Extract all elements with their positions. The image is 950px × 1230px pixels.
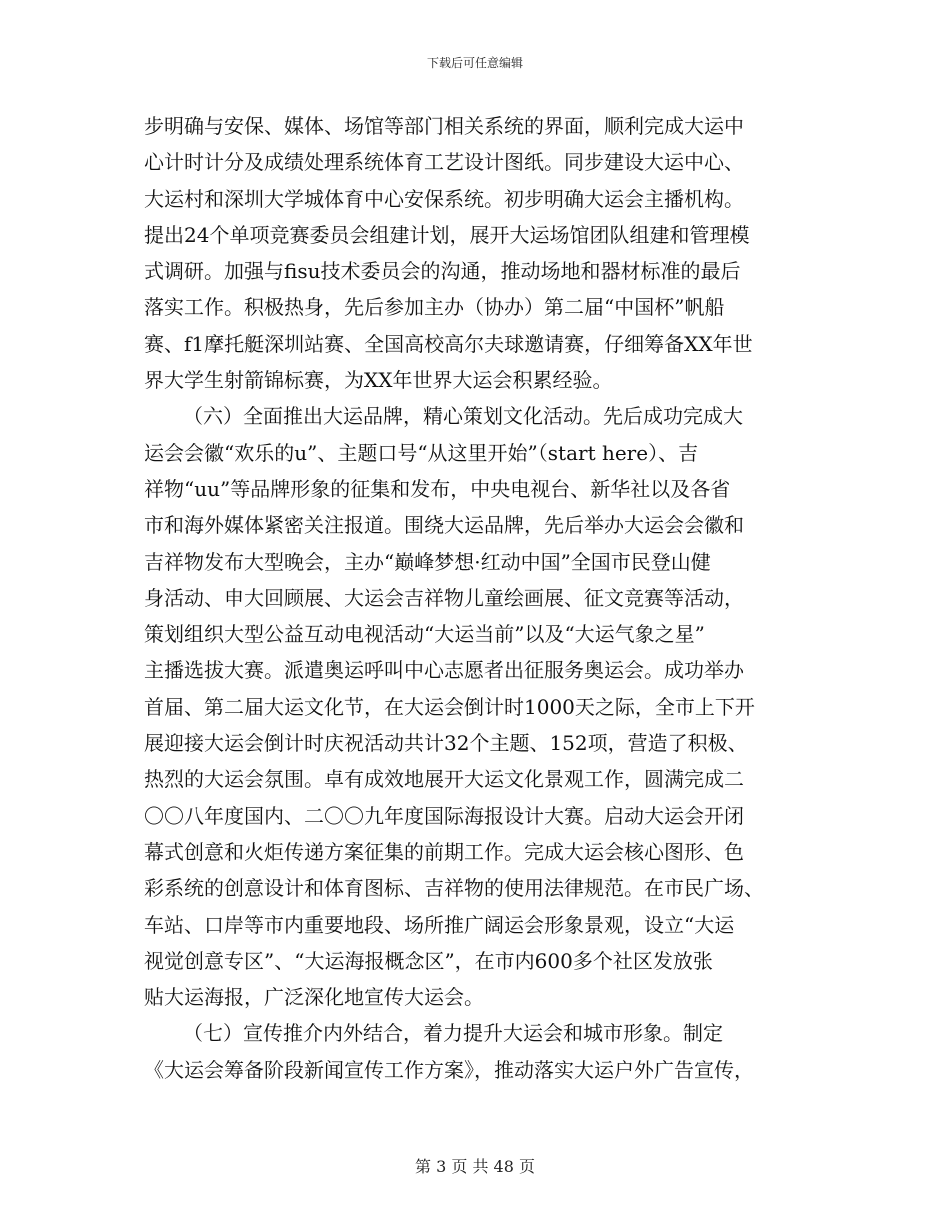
paragraph-line: 身活动、申大回顾展、大运会吉祥物儿童绘画展、征文竞赛等活动， <box>144 585 744 610</box>
paragraph-line: 市和海外媒体紧密关注报道。围绕大运品牌，先后举办大运会会徽和 <box>144 513 744 538</box>
paragraph-line: 《大运会筹备阶段新闻宣传工作方案》，推动落实大运户外广告宣传， <box>144 1057 754 1082</box>
page-header: 下载后可任意编辑 <box>426 56 523 70</box>
page-footer: 第 3 页 共 48 页 <box>415 1157 535 1176</box>
paragraph-line: 步明确与安保、媒体、场馆等部门相关系统的界面，顺利完成大运中 <box>144 114 744 138</box>
paragraph-line: 贴大运海报，广泛深化地宣传大运会。 <box>144 985 484 1010</box>
paragraph-line: 心计时计分及成绩处理系统体育工艺设计图纸。同步建设大运中心、 <box>144 150 744 175</box>
paragraph-line: 热烈的大运会氛围。卓有成效地展开大运文化景观工作，圆满完成二 <box>144 767 744 792</box>
paragraph-line: 展迎接大运会倒计时庆祝活动共计32个主题、152项，营造了积极、 <box>144 731 748 756</box>
paragraph-line: 提出24个单项竞赛委员会组建计划，展开大运场馆团队组建和管理模 <box>144 222 750 247</box>
paragraph-line: 彩系统的创意设计和体育图标、吉祥物的使用法律规范。在市民广场、 <box>144 876 764 901</box>
paragraph-line: （六）全面推出大运品牌，精心策划文化活动。先后成功完成大 <box>183 404 743 429</box>
paragraph-line: 祥物“uu”等品牌形象的征集和发布，中央电视台、新华社以及各省 <box>144 476 731 501</box>
paragraph-line: 车站、口岸等市内重要地段、场所推广阔运会形象景观，设立“大运 <box>144 912 735 937</box>
paragraph-line: 视觉创意专区”、“大运海报概念区”，在市内600多个社区发放张 <box>144 948 713 973</box>
paragraph-line: 首届、第二届大运文化节，在大运会倒计时1000天之际，全市上下开 <box>144 694 755 719</box>
paragraph-line: 界大学生射箭锦标赛，为XX年世界大运会积累经验。 <box>144 368 613 393</box>
paragraph-line: 运会会徽“欢乐的u”、主题口号“从这里开始”（start here）、吉 <box>144 440 699 465</box>
paragraph-line: 落实工作。积极热身，先后参加主办（协办）第二届“中国杯”帆船 <box>144 295 725 320</box>
paragraph-line: 幕式创意和火炬传递方案征集的前期工作。完成大运会核心图形、色 <box>144 839 744 864</box>
paragraph-line: 式调研。加强与fisu技术委员会的沟通，推动场地和器材标准的最后 <box>144 259 741 284</box>
paragraph-line: 吉祥物发布大型晚会，主办“巅峰梦想·红动中国”全国市民登山健 <box>144 549 711 574</box>
paragraph-line: 策划组织大型公益互动电视活动“大运当前”以及“大运气象之星” <box>144 622 705 647</box>
paragraph-line: （七）宣传推介内外结合，着力提升大运会和城市形象。制定 <box>183 1021 723 1046</box>
paragraph-line: 〇〇八年度国内、二〇〇九年度国际海报设计大赛。启动大运会开闭 <box>144 803 744 828</box>
paragraph-line: 大运村和深圳大学城体育中心安保系统。初步明确大运会主播机构。 <box>144 186 744 211</box>
document-body <box>144 108 816 1088</box>
paragraph-line: 主播选拔大赛。派遣奥运呼叫中心志愿者出征服务奥运会。成功举办 <box>144 658 744 683</box>
paragraph-line: 赛、f1摩托艇深圳站赛、全国高校高尔夫球邀请赛，仔细筹备XX年世 <box>144 331 753 356</box>
